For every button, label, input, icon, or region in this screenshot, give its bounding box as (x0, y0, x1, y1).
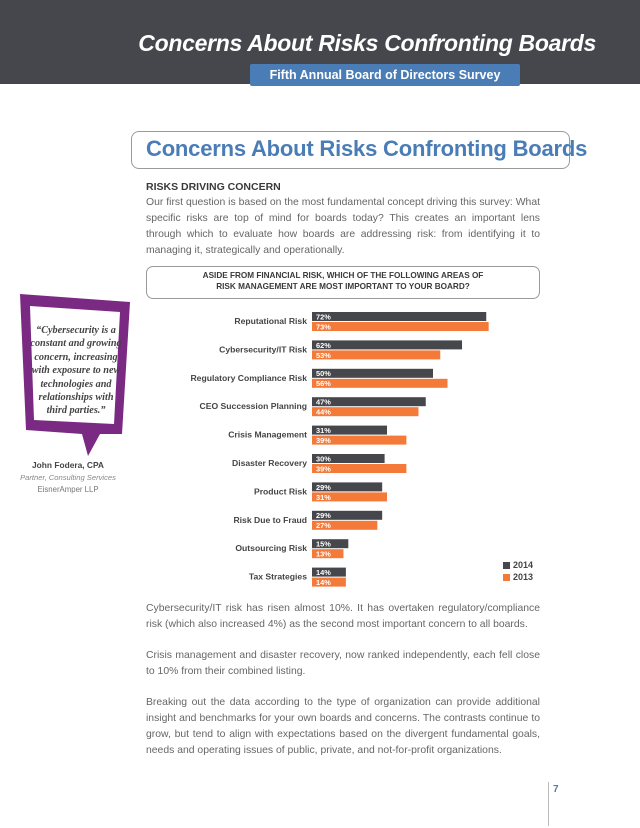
bar-value-label: 56% (316, 379, 331, 389)
bar-value-label: 14% (316, 578, 331, 587)
quote-author-firm: EisnerAmper LLP (37, 485, 99, 494)
chart-question-line-1: ASIDE FROM FINANCIAL RISK, WHICH OF THE FOLLOWING AREAS OF (202, 271, 484, 280)
page-number: 7 (553, 784, 559, 795)
legend-item-2014 (503, 559, 533, 571)
category-label: Outsourcing Risk (235, 543, 307, 554)
category-label: CEO Succession Planning (199, 401, 307, 412)
category-label: Crisis Management (228, 429, 307, 440)
bar-value-label: 73% (316, 322, 331, 332)
bar-value-label: 29% (316, 482, 331, 492)
quote-author-role: Partner, Consulting Services (20, 473, 116, 482)
body-paragraph-1: Cybersecurity/IT risk has risen almost 10%. It has overtaken regulatory/compliance risk (which also increased 4%) as the second most important concern to all boards. (146, 603, 540, 630)
bar-2013 (312, 322, 489, 331)
category-label: Disaster Recovery (231, 458, 307, 468)
legend-label-2014: 2014 (513, 560, 534, 570)
category-label: Tax Strategies (248, 571, 307, 582)
intro-paragraph: Our first question is based on the most fundamental concept driving this survey: What specific risks are top of mind for boards today? This creates an important lens through which to evaluate how boards are addressing risk: from identifying it to managing it, strategically and operationally. (146, 197, 540, 256)
category-label: Product Risk (253, 486, 307, 497)
category-label: Risk Due to Fraud (233, 514, 307, 525)
bar-2014 (312, 340, 462, 349)
bar-value-label: 29% (316, 511, 331, 521)
bar-value-label: 30% (316, 454, 331, 464)
bar-value-label: 62% (316, 340, 331, 350)
bar-value-label: 39% (316, 436, 331, 445)
bar-value-label: 72% (316, 312, 331, 322)
bar-2013 (312, 379, 448, 388)
bar-value-label: 44% (316, 407, 331, 417)
bar-value-label: 14% (316, 568, 331, 577)
bar-value-label: 50% (316, 369, 331, 379)
bar-value-label: 15% (316, 539, 331, 549)
bar-value-label: 47% (316, 397, 331, 407)
bar-2014 (312, 312, 486, 321)
bar-value-label: 39% (316, 464, 331, 474)
bar-value-label: 27% (316, 521, 331, 531)
bar-2013 (312, 350, 440, 359)
body-paragraph-3: Breaking out the data according to the type of organization can provide additional insight and benchmarks for your own boards and concerns. The contrasts continue to grow, but tend to align with expectations based on the divergent fundamental goals, needs and operating issues of public, private, and not-for-profit organizations. (146, 697, 540, 756)
legend-swatch-2013 (503, 574, 510, 581)
chart-question-line-2: RISK MANAGEMENT ARE MOST IMPORTANT TO YOUR BOARD? (216, 282, 470, 291)
legend-label-2013: 2013 (513, 572, 534, 582)
legend-swatch-2014 (503, 562, 510, 569)
header-subtitle: Fifth Annual Board of Directors Survey (250, 64, 520, 86)
bar-value-label: 31% (316, 492, 331, 502)
section-title: Concerns About Risks Confronting Boards (146, 136, 588, 161)
body-paragraph-2: Crisis management and disaster recovery, now ranked independently, each fell close to 10% from their combined listing. (146, 650, 540, 677)
category-label: Reputational Risk (234, 316, 307, 326)
bar-value-label: 13% (316, 549, 331, 559)
section-subhead: RISKS DRIVING CONCERN (146, 181, 281, 193)
chart-legend (503, 559, 533, 583)
header-title: Concerns About Risks Confronting Boards (138, 30, 596, 56)
category-label: Regulatory Compliance Risk (190, 372, 307, 383)
category-label: Cybersecurity/IT Risk (219, 344, 307, 355)
bar-value-label: 31% (316, 426, 331, 435)
legend-item-2013 (503, 571, 533, 583)
bar-value-label: 53% (316, 350, 331, 360)
quote-author-name: John Fodera, CPA (32, 460, 104, 470)
quote-text: “Cybersecurity is a constant and growing concern, increasing with exposure to new technologies and relationships with third parties.” (30, 325, 122, 417)
page-number-rule (548, 782, 549, 826)
